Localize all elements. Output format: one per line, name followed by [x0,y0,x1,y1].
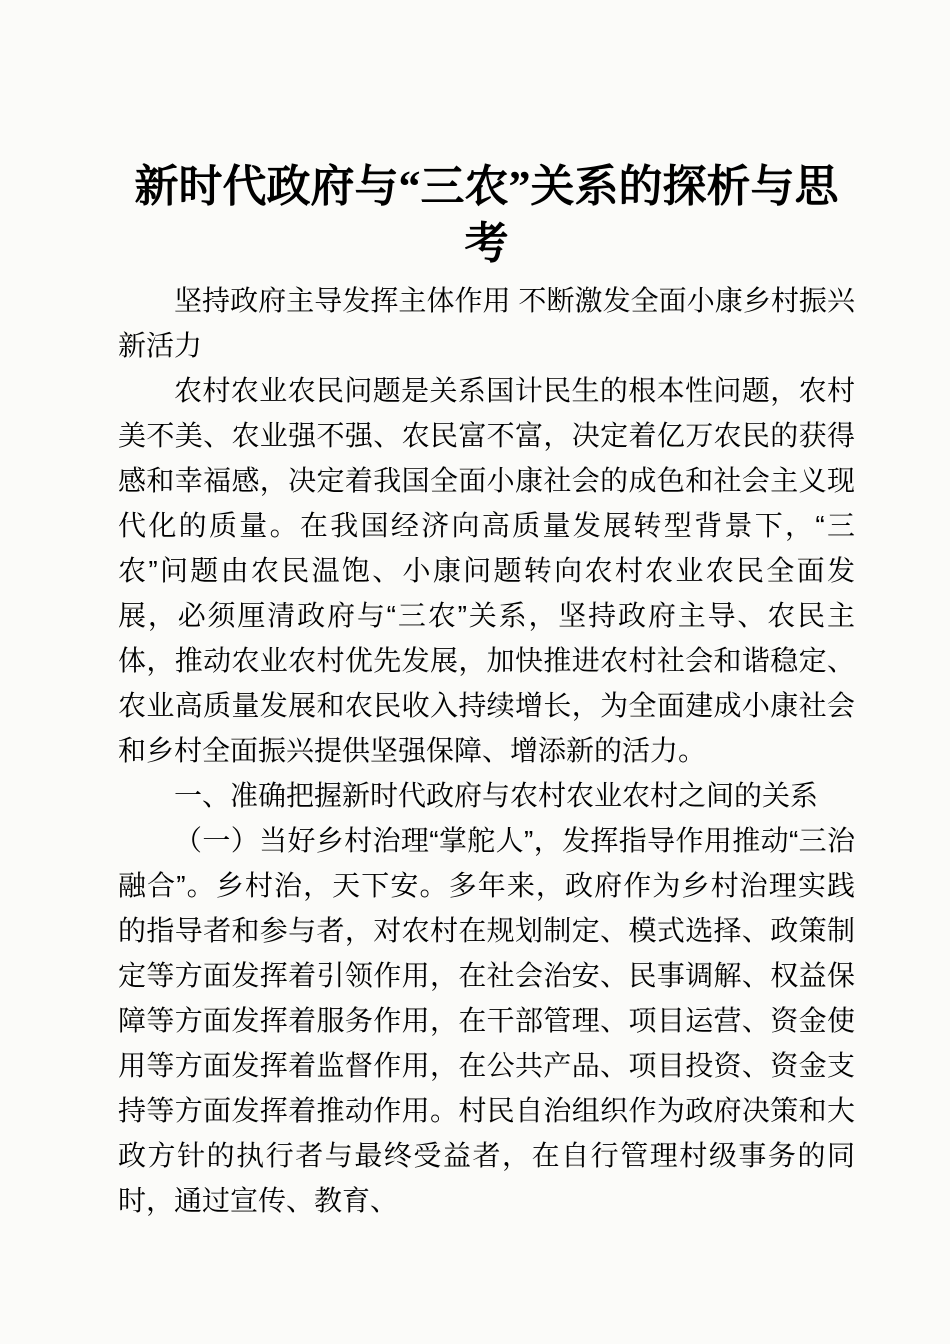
section-heading-1: 一、准确把握新时代政府与农村农业农村之间的关系 [174,780,819,811]
document-subtitle: 坚持政府主导发挥主体作用 不断激发全面小康乡村振兴新活力 [118,285,855,361]
intro-paragraph: 农村农业农民问题是关系国计民生的根本性问题，农村美不美、农业强不强、农民富不富，决定着亿万农民的获得感和幸福感，决定着我国全面小康社会的成色和社会主义现代化的质量。在我国经济向高质量发展转型背景下，“三农”问题由农民温饱、小康问题转向农村农业农民全面发展，必须厘清政府与“三农”关系，坚持政府主导、农民主体，推动农业农村优先发展，加快推进农村社会和谐稳定、农业高质量发展和农民收入持续增长，为全面建成小康社会和乡村全面振兴提供坚强保障、增添新的活力。 [118,375,855,766]
document-title: 新时代政府与“三农”关系的探析与思考 [134,162,839,268]
section-1-body-paragraph: （一）当好乡村治理“掌舵人”，发挥指导作用推动“三治融合”。乡村治，天下安。多年来，政府作为乡村治理实践的指导者和参与者，对农村在规划制定、模式选择、政策制定等方面发挥着引领作用，在社会治安、民事调解、权益保障等方面发挥着服务作用，在干部管理、项目运营、资金使用等方面发挥着监督作用，在公共产品、项目投资、资金支持等方面发挥着推动作用。村民自治组织作为政府决策和大政方针的执行者与最终受益者，在自行管理村级事务的同时，通过宣传、教育、 [118,825,855,1216]
